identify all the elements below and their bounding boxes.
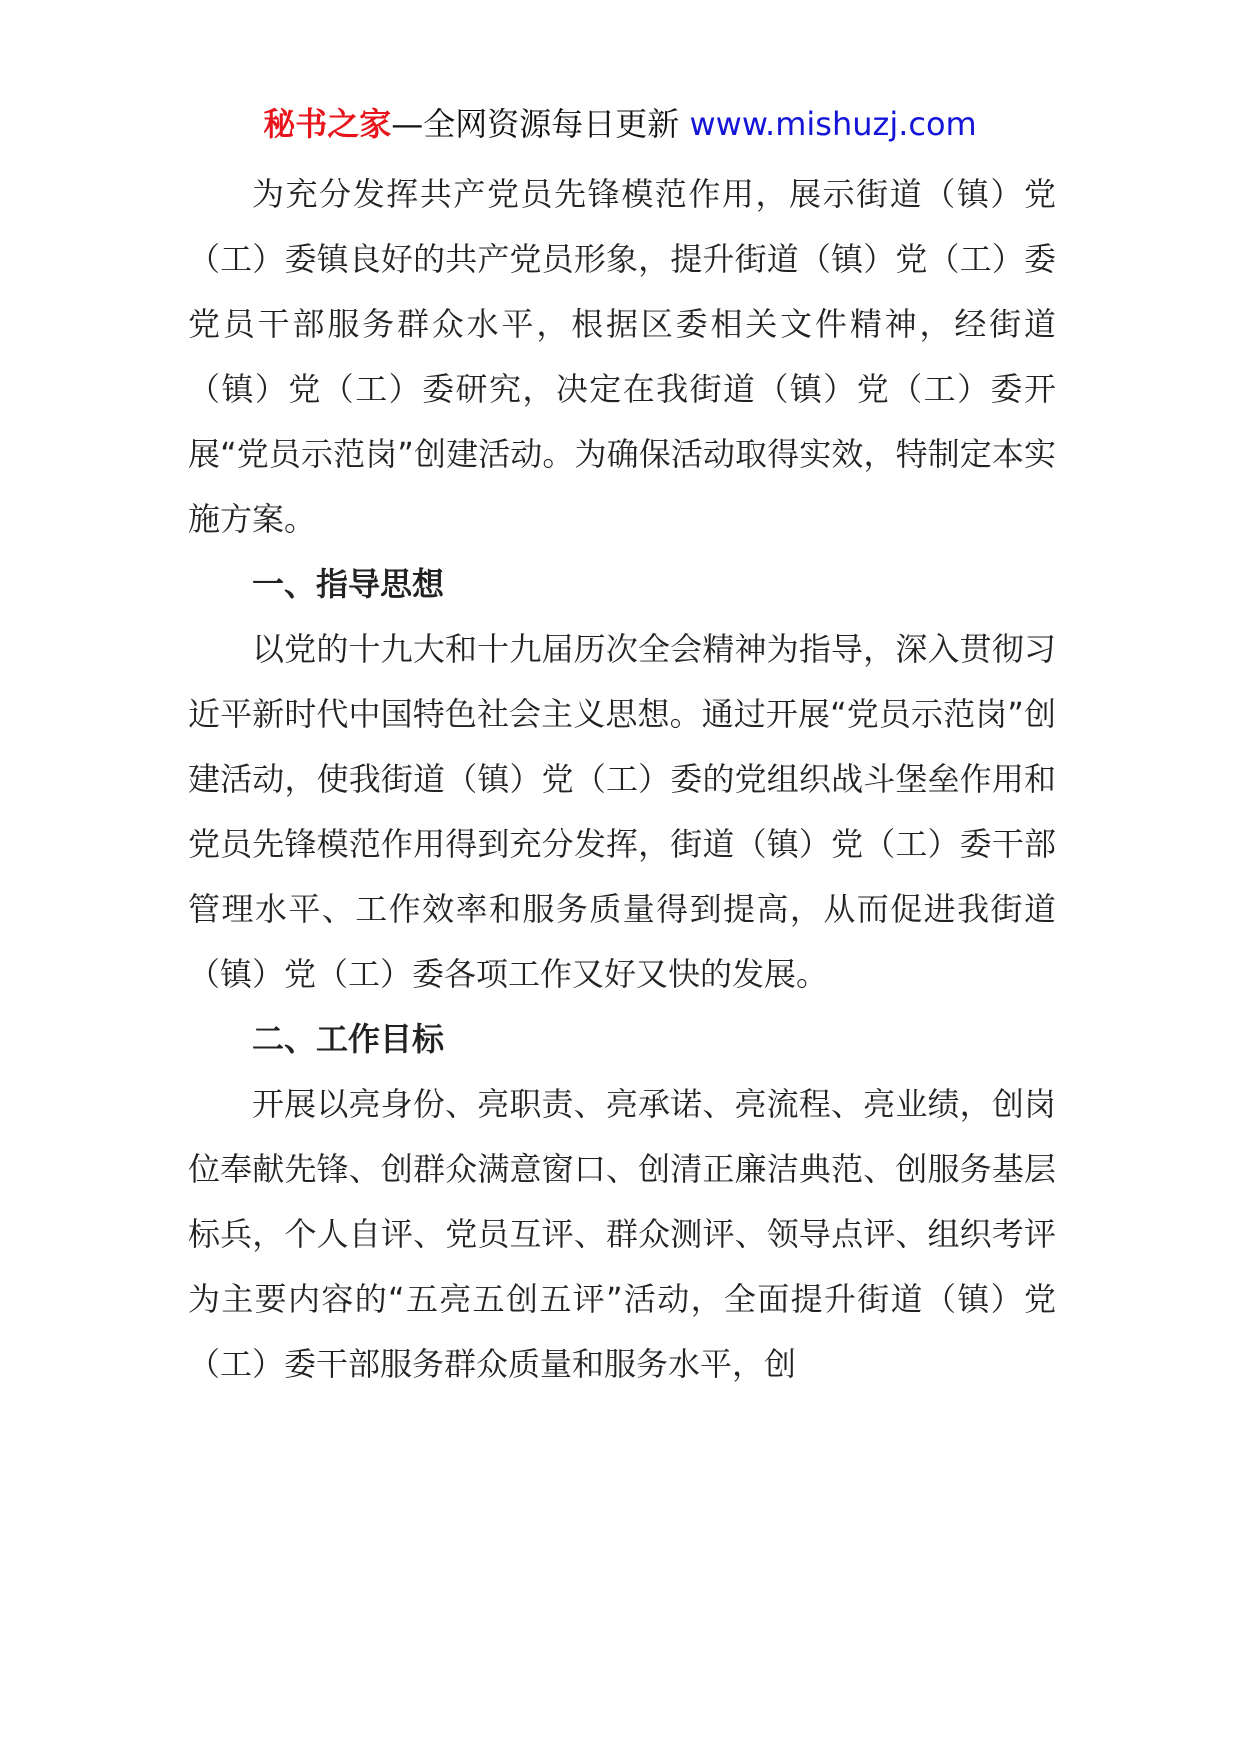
header-tagline: —全网资源每日更新 xyxy=(391,105,680,143)
section-heading-guiding-ideology: 一、指导思想 xyxy=(252,565,445,603)
page-header xyxy=(0,102,1240,146)
website-link[interactable]: www.mishuzj.com xyxy=(689,105,977,143)
brand-name: 秘书之家 xyxy=(263,105,392,143)
intro-paragraph: 为充分发挥共产党员先锋模范作用，展示街道（镇）党（工）委镇良好的共产党员形象，提升街道（镇）党（工）委党员干部服务群众水平，根据区委相关文件精神，经街道（镇）党（工）委研究，决定在我街道（镇）党（工）委开展“党员示范岗”创建活动。为确保活动取得实效，特制定本实施方案。 xyxy=(188,175,1056,538)
work-goals-paragraph: 开展以亮身份、亮职责、亮承诺、亮流程、亮业绩，创岗位奉献先锋、创群众满意窗口、创清正廉洁典范、创服务基层标兵，个人自评、党员互评、群众测评、领导点评、组织考评为主要内容的“五亮五创五评”活动，全面提升街道（镇）党（工）委干部服务群众质量和服务水平，创 xyxy=(188,1085,1056,1383)
guiding-ideology-paragraph: 以党的十九大和十九届历次全会精神为指导，深入贯彻习近平新时代中国特色社会主义思想。通过开展“党员示范岗”创建活动，使我街道（镇）党（工）委的党组织战斗堡垒作用和党员先锋模范作用得到充分发挥，街道（镇）党（工）委干部管理水平、工作效率和服务质量得到提高，从而促进我街道（镇）党（工）委各项工作又好又快的发展。 xyxy=(188,630,1056,993)
document-body xyxy=(188,162,1056,1397)
section-heading-work-goals: 二、工作目标 xyxy=(252,1020,445,1058)
